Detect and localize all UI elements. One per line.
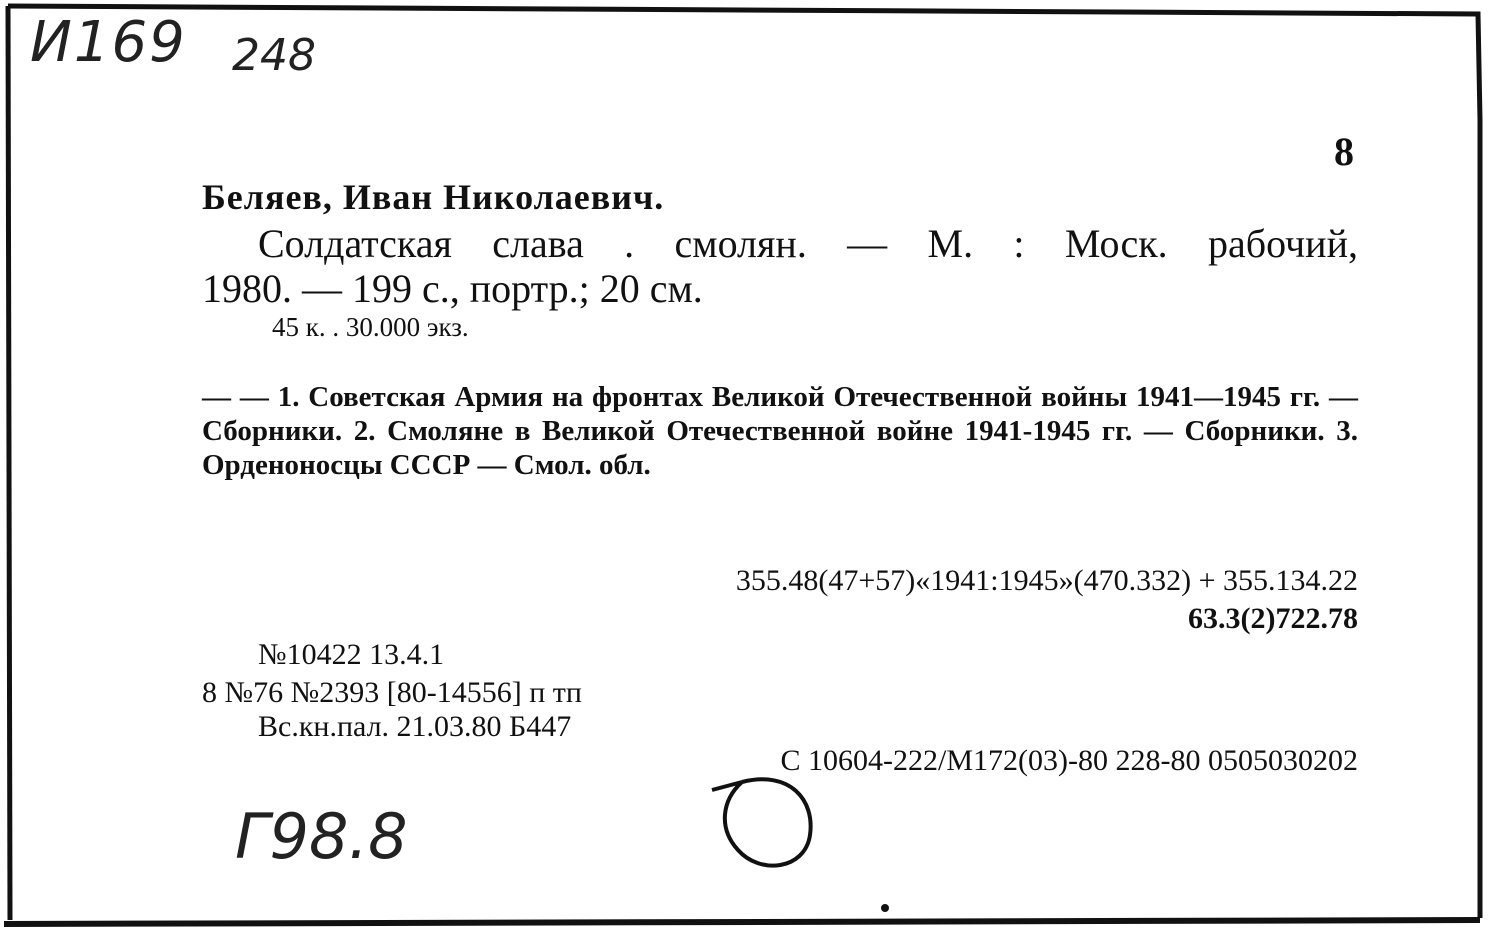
handwritten-shelfmark: И169	[30, 10, 187, 75]
title-statement: Солдатская слава . смолян. — М. : Моск. рабочий,	[258, 221, 1358, 266]
author-heading: Беляев, Иван Николаевич.	[202, 177, 665, 217]
registration-line-3: Вс.кн.пал. 21.03.80 Б447	[258, 710, 572, 743]
registration-line-2: 8 №76 №2393 [80-14556] п тп	[202, 676, 582, 709]
handwritten-classification-note: Г98.8	[235, 800, 408, 873]
imprint-line: 1980. — 199 с., портр.; 20 см.	[202, 266, 703, 311]
publication-code: С 10604-222/М172(03)-80 228-80 0505030202	[780, 744, 1358, 777]
bbk-index: 63.3(2)722.78	[1188, 602, 1358, 635]
handwritten-shelf-number: 248	[232, 30, 316, 81]
price-and-print-run: 45 к. . 30.000 экз.	[272, 312, 469, 342]
card-number: 8	[1334, 129, 1354, 174]
udc-index: 355.48(47+57)«1941:1945»(470.332) + 355.134.22	[735, 564, 1358, 597]
subject-headings: — — 1. Советская Армия на фронтах Великой Отечественной войны 1941—1945 гг. — Сборники. 2. Смоляне в Великой Отечественной войне 1941-1945 гг. — Сборники. 3. Орденоносцы СССР — Смол. обл.	[202, 381, 1358, 481]
registration-line-1: №10422 13.4.1	[258, 638, 445, 671]
